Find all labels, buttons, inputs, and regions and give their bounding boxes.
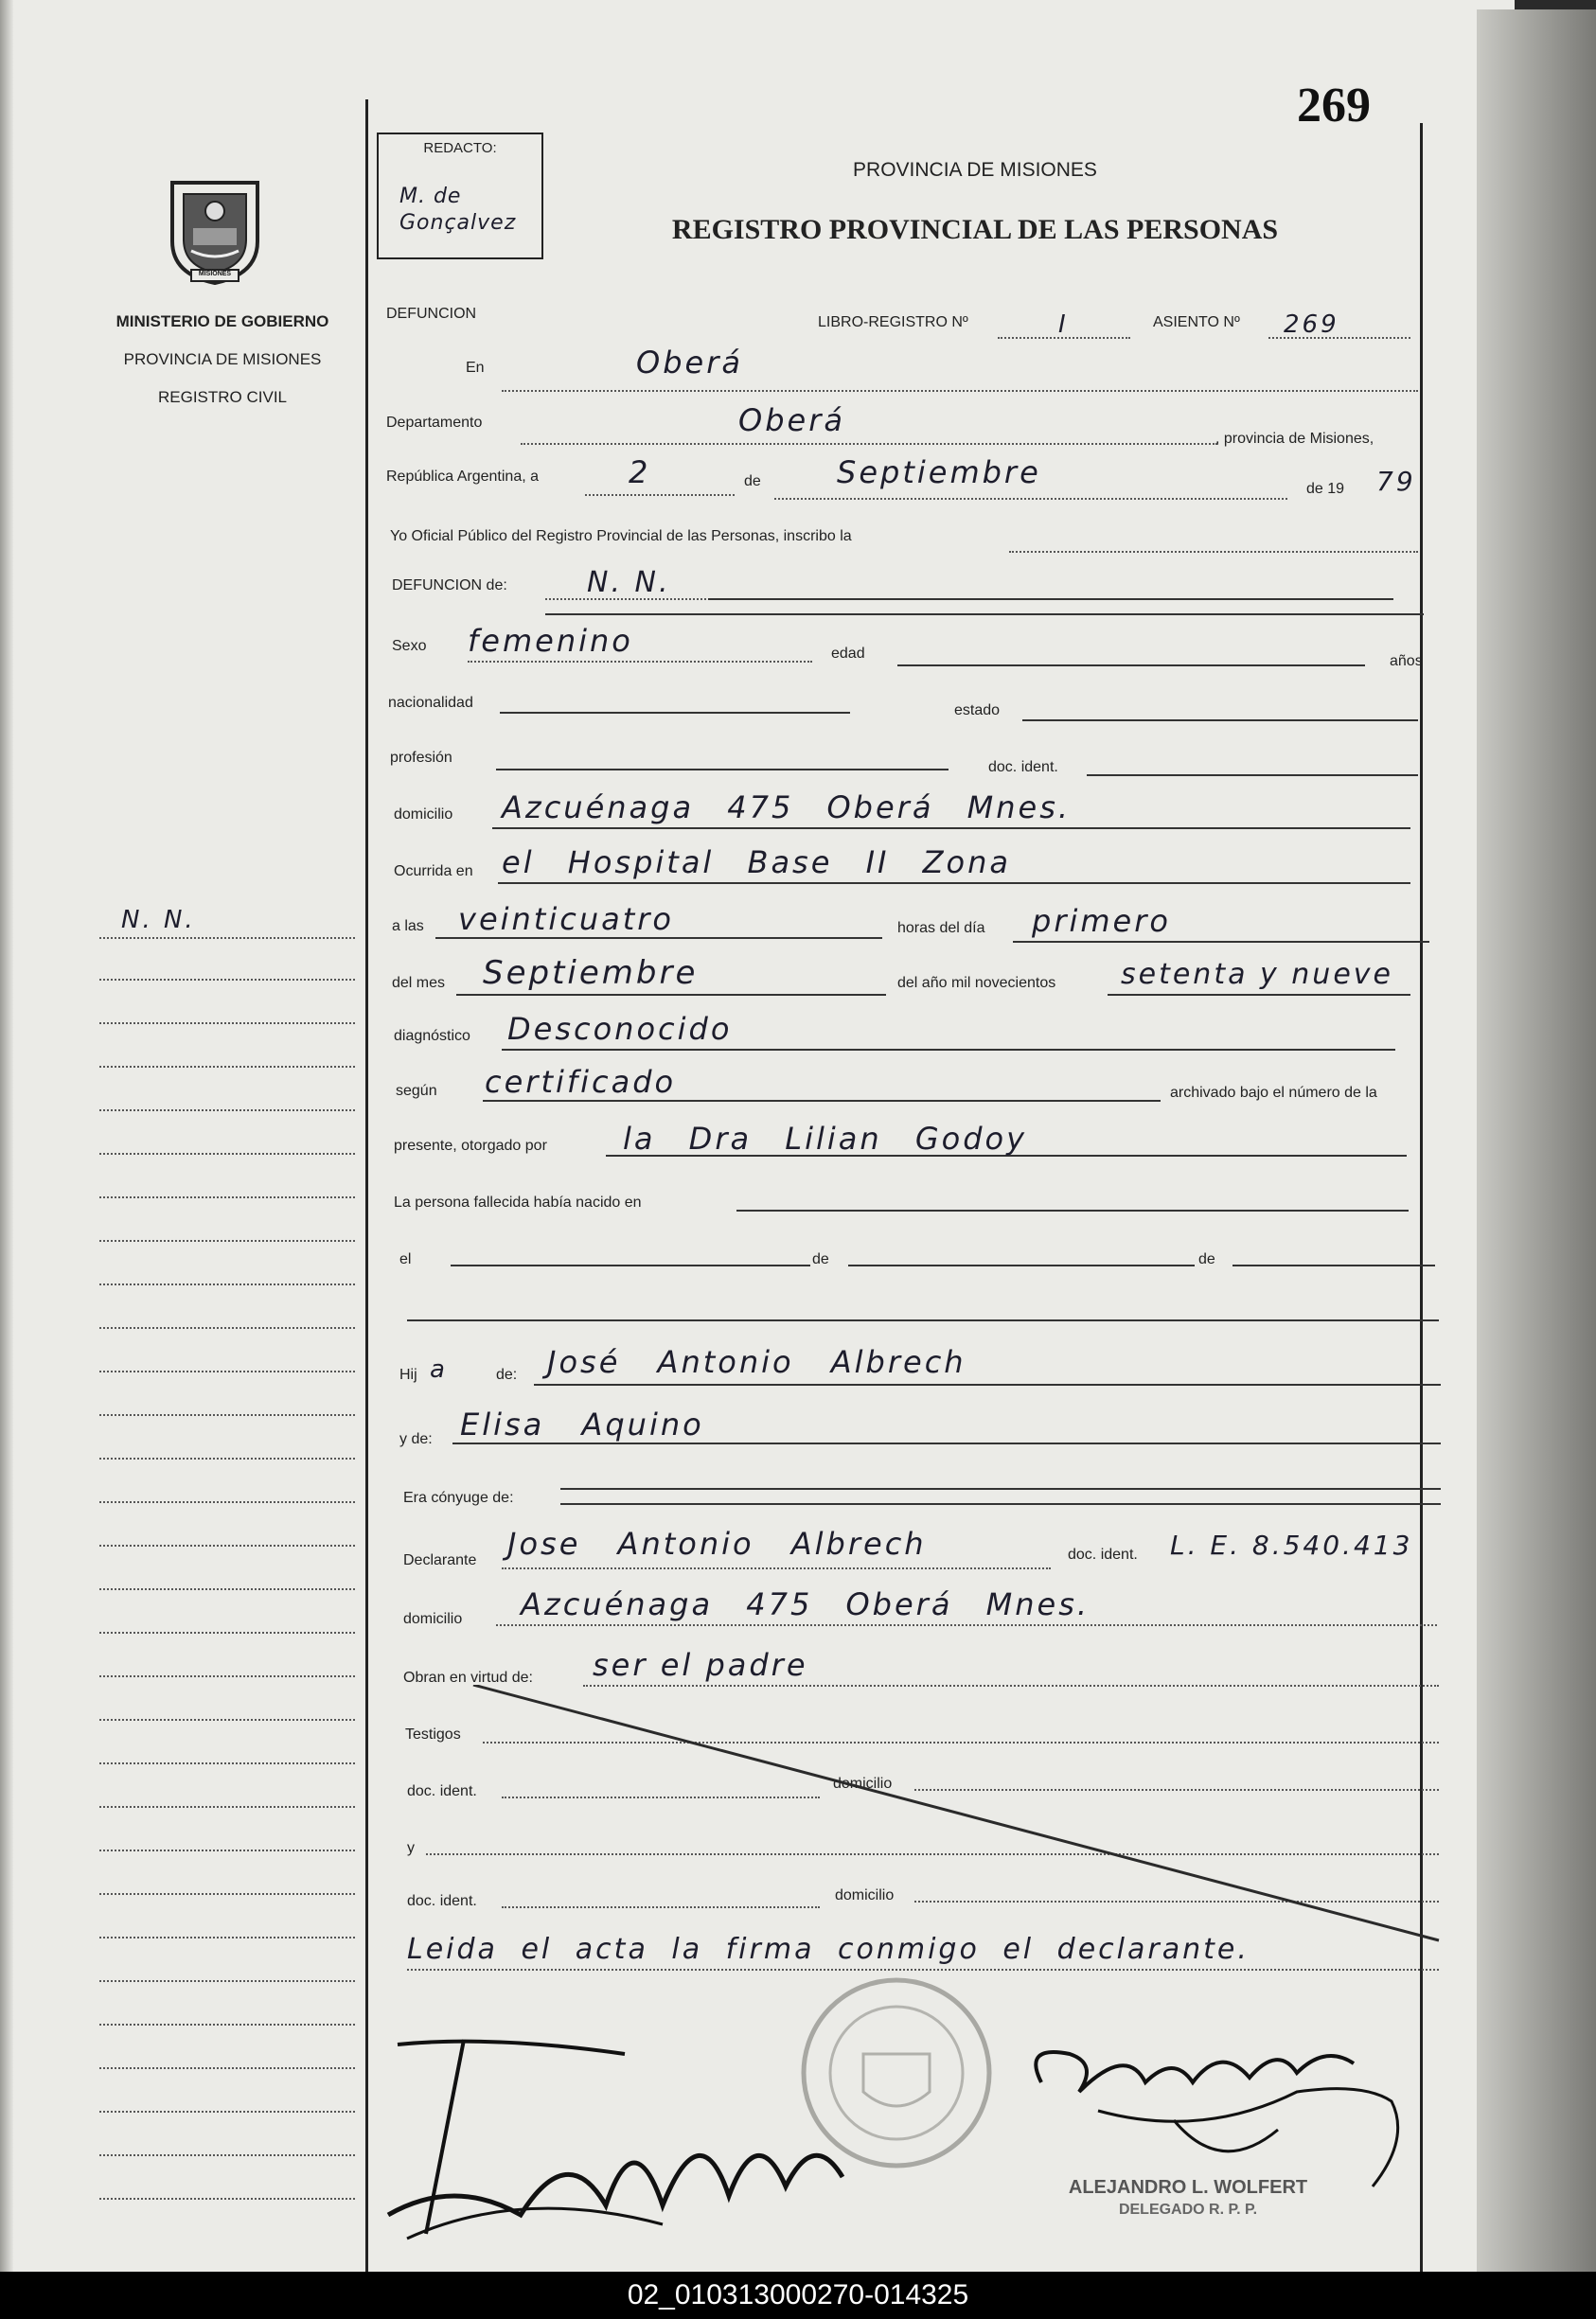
- anos-label: años: [1390, 653, 1423, 669]
- en-line: [502, 390, 1418, 392]
- presente-value: la Dra Lilian Godoy: [623, 1121, 1028, 1157]
- page-number: 269: [1297, 79, 1371, 133]
- estado-line: [1022, 719, 1418, 721]
- domicilio-line: [492, 827, 1410, 829]
- estado-label: estado: [954, 702, 1001, 718]
- margin-line: [99, 1022, 355, 1024]
- asiento-value: 269: [1284, 310, 1339, 339]
- margin-line: [99, 2067, 355, 2069]
- libro-label: LIBRO-REGISTRO Nº: [818, 314, 968, 330]
- el-label: el: [399, 1251, 412, 1267]
- oficial-text: Yo Oficial Público del Registro Provincial de las Personas, inscribo la: [390, 528, 852, 544]
- horas-label: horas del día: [897, 920, 985, 936]
- madre-value: Elisa Aquino: [460, 1407, 704, 1443]
- de2-line: [848, 1265, 1195, 1266]
- blank-line: [407, 1319, 1439, 1321]
- de3-line: [1232, 1265, 1435, 1266]
- mes-value: Septiembre: [837, 454, 1041, 490]
- testigo-y-label: y: [407, 1840, 415, 1856]
- redacto-box: [377, 133, 543, 259]
- testigos-label: Testigos: [405, 1726, 461, 1743]
- sexo-line: [468, 661, 812, 663]
- defuncion-de-label: DEFUNCION de:: [392, 577, 507, 593]
- ministry-seal-emblem: [163, 175, 267, 287]
- provincia-suffix: , provincia de Misiones,: [1215, 431, 1374, 447]
- libro-value: I: [1058, 310, 1069, 339]
- page-edge: [1477, 9, 1596, 2272]
- margin-line: [99, 1153, 355, 1155]
- padre-value: José Antonio Albrech: [547, 1344, 966, 1380]
- nacido-label: La persona fallecida había nacido en: [394, 1195, 642, 1211]
- departamento-line: [521, 443, 1217, 445]
- nacionalidad-label: nacionalidad: [388, 695, 473, 711]
- domicilio-label: domicilio: [394, 806, 453, 823]
- defuncion-de-double-line: [545, 613, 1424, 615]
- diagnostico-label: diagnóstico: [394, 1028, 470, 1044]
- declarante-dom-value: Azcuénaga 475 Oberá Mnes.: [521, 1586, 1091, 1622]
- margin-line: [99, 1196, 355, 1198]
- profesion-label: profesión: [390, 750, 452, 766]
- hij-de-label: de:: [496, 1367, 518, 1383]
- madre-line: [452, 1443, 1441, 1444]
- padre-line: [534, 1384, 1441, 1386]
- declarante-doc-label: doc. ident.: [1068, 1547, 1138, 1563]
- a-las-value: veinticuatro: [458, 901, 674, 937]
- testigos-strike: [379, 1685, 1448, 1959]
- a-las-line: [435, 937, 882, 939]
- declarante-doc-value: L. E. 8.540.413: [1170, 1530, 1413, 1561]
- hij-suffix: a: [430, 1355, 448, 1384]
- closing-sentence: Leida el acta la firma conmigo el declarante.: [407, 1933, 1250, 1966]
- doc-ident-label: doc. ident.: [988, 759, 1058, 775]
- margin-line: [99, 1806, 355, 1808]
- sexo-value: femenino: [468, 623, 633, 659]
- official-seal: [797, 1969, 996, 2177]
- dia-line: [585, 494, 735, 496]
- del-mes-value: Septiembre: [483, 954, 699, 992]
- dia-value: 2: [629, 454, 651, 490]
- stamp-line-2: DELEGADO R. P. P.: [1118, 2202, 1258, 2218]
- declarante-line: [502, 1567, 1051, 1569]
- sexo-label: Sexo: [392, 638, 427, 654]
- declarante-dom-label: domicilio: [403, 1611, 463, 1627]
- conyuge-line: [560, 1488, 1441, 1490]
- en-value: Oberá: [636, 345, 743, 381]
- margin-line: [99, 979, 355, 981]
- margin-line: [99, 1762, 355, 1764]
- anio-mil-line: [1108, 994, 1410, 996]
- margin-line: [99, 1937, 355, 1938]
- del-mes-line: [456, 994, 886, 996]
- margin-line: [99, 1109, 355, 1111]
- anio-mil-value: setenta y nueve: [1121, 958, 1393, 991]
- mes-line: [774, 498, 1287, 500]
- footer-id: 02_010313000270-014325: [0, 2272, 1596, 2319]
- en-label: En: [466, 360, 485, 376]
- asiento-label: ASIENTO Nº: [1153, 314, 1240, 330]
- ocurrida-label: Ocurrida en: [394, 863, 473, 879]
- margin-line: [99, 1893, 355, 1895]
- nacionalidad-line: [500, 712, 850, 714]
- edad-label: edad: [831, 646, 865, 662]
- margin-line: [99, 1283, 355, 1285]
- declarante-dom-line: [496, 1624, 1437, 1626]
- archivado-label: archivado bajo el número de la: [1170, 1085, 1377, 1101]
- conyuge-label: Era cónyuge de:: [403, 1490, 514, 1506]
- margin-line: [99, 1545, 355, 1547]
- margin-line: [99, 1632, 355, 1634]
- de-label: de: [744, 473, 761, 489]
- margin-line: [99, 2154, 355, 2156]
- margin-line: [99, 1980, 355, 1982]
- obran-value: ser el padre: [593, 1647, 808, 1683]
- margin-line: [99, 1850, 355, 1851]
- redacto-label: REDACTO:: [423, 140, 497, 156]
- edad-line: [897, 664, 1365, 666]
- de2-label: de: [812, 1251, 829, 1267]
- oficial-line: [1009, 551, 1418, 553]
- ministry-line-3: REGISTRO CIVIL: [157, 388, 288, 406]
- testigo-doc-1-label: doc. ident.: [407, 1783, 477, 1799]
- declarante-value: Jose Antonio Albrech: [507, 1526, 927, 1562]
- anio-prefix: de 19: [1306, 481, 1345, 497]
- ministry-line-1: MINISTERIO DE GOBIERNO: [115, 312, 329, 330]
- binding-spine: [0, 0, 13, 2272]
- domicilio-value: Azcuénaga 475 Oberá Mnes.: [502, 789, 1072, 825]
- republica-label: República Argentina, a: [386, 469, 539, 485]
- margin-line: [99, 1327, 355, 1329]
- nacido-line: [736, 1210, 1409, 1212]
- doc-ident-line: [1087, 774, 1418, 776]
- province-title: PROVINCIA DE MISIONES: [853, 159, 1097, 181]
- seal-banner-text: MISIONES: [198, 271, 232, 277]
- hij-label: Hij: [399, 1367, 417, 1383]
- margin-line: [99, 1588, 355, 1590]
- column-divider: [365, 99, 368, 2272]
- a-las-label: a las: [392, 918, 424, 934]
- testigo-dom-2-label: domicilio: [835, 1887, 895, 1903]
- diagnostico-line: [502, 1049, 1395, 1051]
- margin-line: [99, 1371, 355, 1372]
- margin-line: [99, 2198, 355, 2200]
- margin-line: [99, 1719, 355, 1721]
- margin-line: [99, 1414, 355, 1416]
- segun-value: certificado: [485, 1064, 677, 1100]
- margin-line: [99, 937, 355, 939]
- ocurrida-line: [498, 882, 1410, 884]
- el-line: [451, 1265, 810, 1266]
- presente-label: presente, otorgado por: [394, 1138, 547, 1154]
- horas-line: [1013, 941, 1429, 943]
- margin-line: [99, 2024, 355, 2026]
- diagnostico-value: Desconocido: [507, 1011, 733, 1047]
- redacto-value: M. de Gonçalvez: [399, 185, 517, 235]
- ocurrida-value: el Hospital Base II Zona: [502, 844, 1012, 880]
- horas-value: primero: [1032, 903, 1171, 939]
- margin-note: N. N.: [121, 906, 196, 934]
- conyuge-line-2: [560, 1503, 1441, 1505]
- segun-label: según: [396, 1083, 437, 1099]
- defuncion-de-value: N. N.: [587, 566, 671, 599]
- obran-label: Obran en virtud de:: [403, 1670, 533, 1686]
- defuncion-de-line: [708, 598, 1393, 600]
- profesion-line: [496, 769, 949, 770]
- margin-line: [99, 1066, 355, 1068]
- ministry-line-2: PROVINCIA DE MISIONES: [123, 350, 322, 368]
- de3-label: de: [1198, 1251, 1215, 1267]
- testigo-dom-1-label: domicilio: [833, 1776, 893, 1792]
- declarante-label: Declarante: [403, 1552, 477, 1568]
- del-mes-label: del mes: [392, 975, 446, 991]
- departamento-label: Departamento: [386, 415, 483, 431]
- departamento-value: Oberá: [738, 402, 845, 438]
- stamp-line-1: ALEJANDRO L. WOLFERT: [1068, 2177, 1308, 2198]
- margin-line: [99, 1458, 355, 1460]
- registry-title: REGISTRO PROVINCIAL DE LAS PERSONAS: [671, 214, 1279, 245]
- segun-line: [483, 1100, 1161, 1102]
- margin-line: [99, 1501, 355, 1503]
- margin-line: [99, 1675, 355, 1677]
- anio-mil-label: del año mil novecientos: [897, 975, 1056, 991]
- y-de-label: y de:: [399, 1431, 433, 1447]
- testigo-doc-2-label: doc. ident.: [407, 1893, 477, 1909]
- margin-line: [99, 2111, 355, 2113]
- anio-value: 79: [1376, 466, 1416, 497]
- record-type: DEFUNCION: [386, 306, 477, 322]
- margin-line: [99, 1240, 355, 1242]
